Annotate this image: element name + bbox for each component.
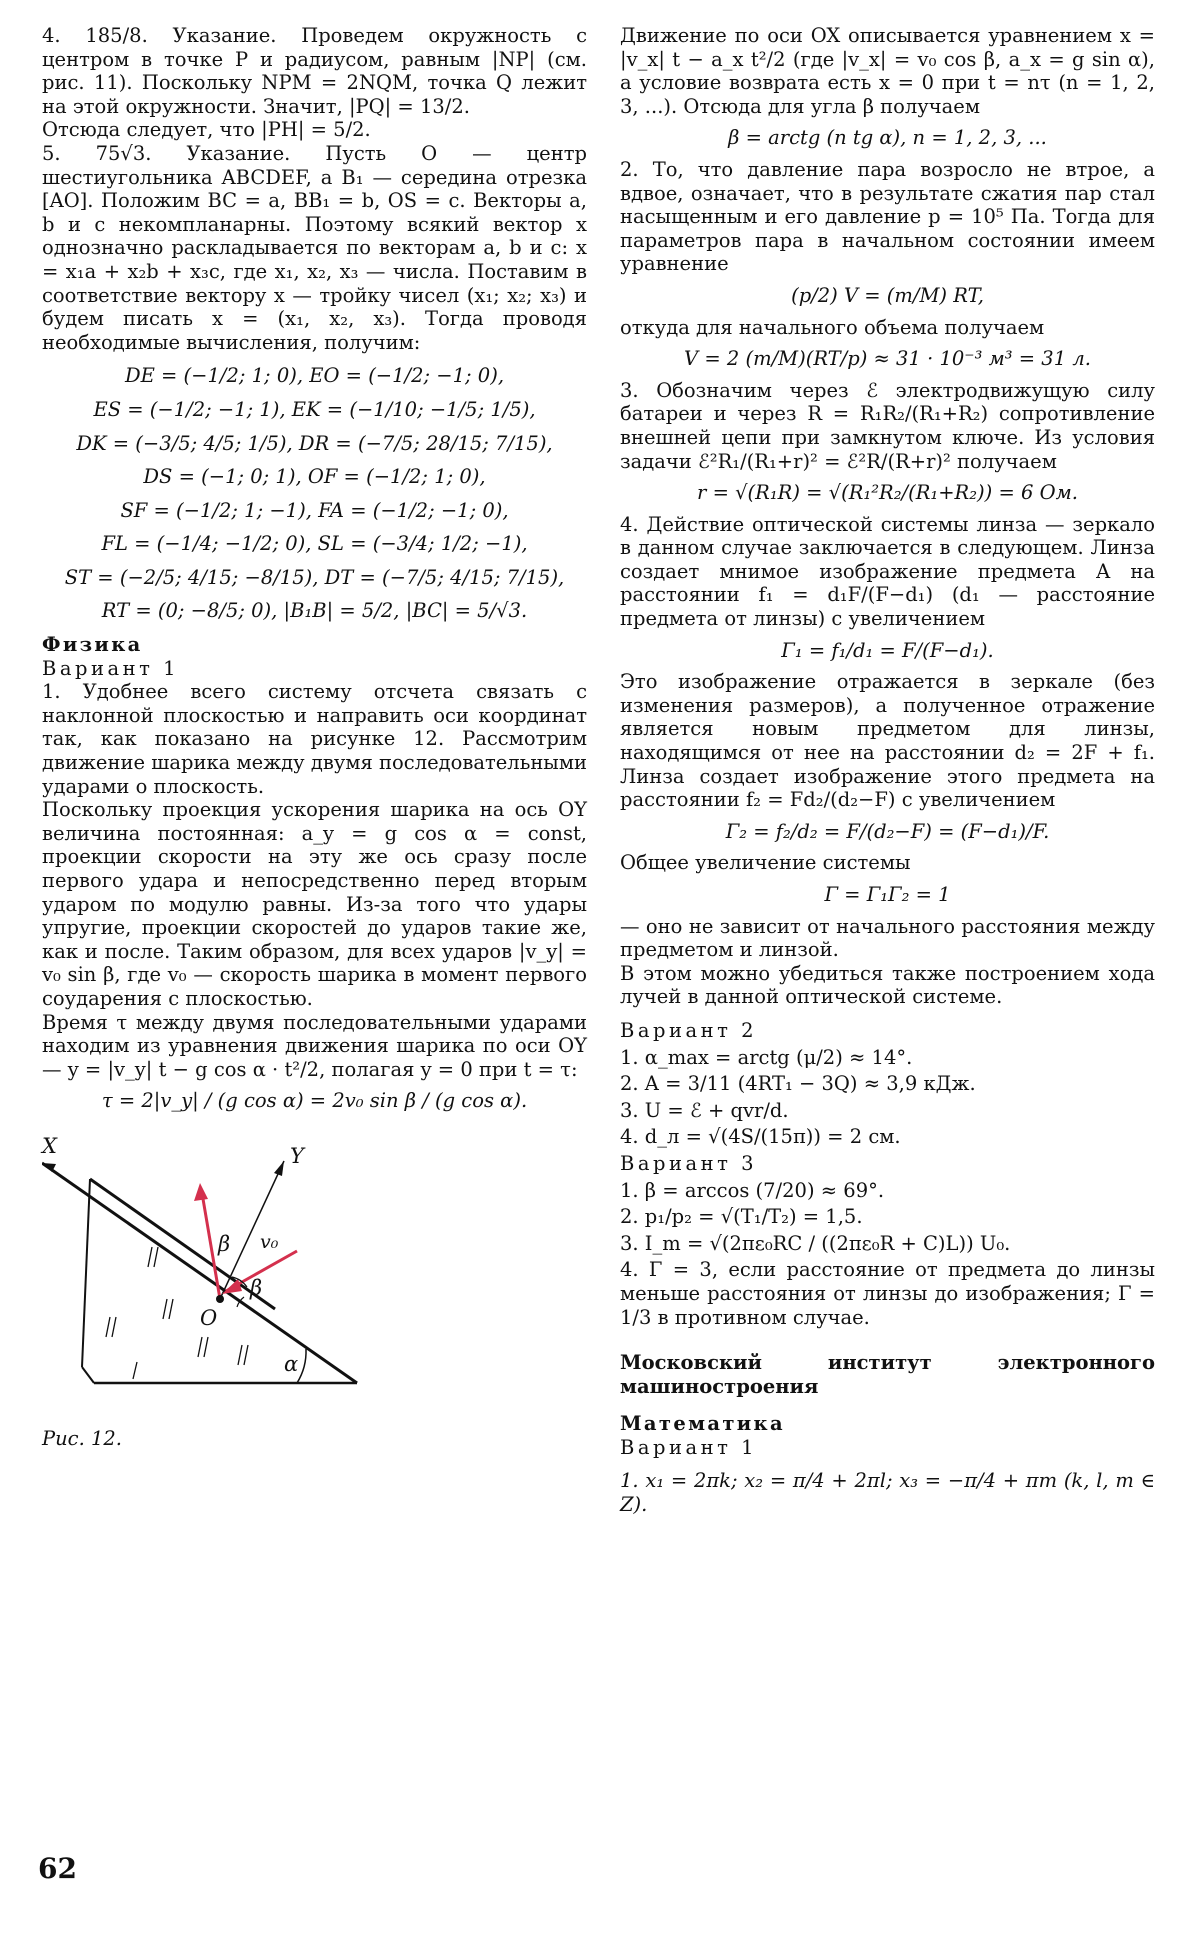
mirror-text: Это изображение отражается в зеркале (без изменения размеров), а полученное отражение является новым предметом для линзы, находящимся от нее на расстоянии d₂ = 2F + f₁. Линза создает изображение этого предмета на расстоянии f₂ = Fd₂/(d₂−F) с увеличением <box>620 670 1155 812</box>
vector-line: DK = (−3/5; 4/5; 1/5), DR = (−7/5; 28/15; 7/15), <box>76 431 553 455</box>
physics-problem-1-cont: Поскольку проекция ускорения шарика на ось OY величина постоянная: a_y = g cos α = const, проекции скорости на эту же ось сразу после первого удара и непосредственно перед вторым ударом по модулю равны. Из-за того что удары упругие, проекции скоростей до ударов такие же, как и после. Таким образом, для всех ударов |v_y| = v₀ sin β, где v₀ — скорость шарика в момент первого соударения с плоскостью. <box>42 798 587 1010</box>
variant-3-answers <box>620 1152 1155 1329</box>
physics-problem-1: 1. Удобнее всего систему отсчета связать с наклонной плоскостью и направить оси координат так, как показано на рисунке 12. Рассмотрим движение шарика между двумя последовательными ударами о плоскость. <box>42 680 587 798</box>
inclined-plane-diagram <box>42 1127 572 1427</box>
physics-problem-3: 3. Обозначим через ℰ электродвижущую силу батареи и через R = R₁R₂/(R₁+R₂) сопротивление внешней цепи при замкнутом ключе. Из условия задачи ℰ²R₁/(R₁+r)² = ℰ²R/(R+r)² получаем <box>620 378 1155 473</box>
ox-motion: Движение по оси OX описывается уравнением x = |v_x| t − a_x t²/2 (где |v_x| = v₀ cos β, a_x = g sin α), а условие возврата есть x = 0 при t = nτ (n = 1, 2, 3, ...). Отсюда для угла β получаем <box>620 24 1155 118</box>
gamma-formula: Γ = Γ₁Γ₂ = 1 <box>824 883 951 906</box>
variant-2-answers <box>620 1019 1155 1149</box>
answer-item: 3. I_m = √(2πε₀RC / ((2πε₀R + C)L)) U₀. <box>620 1231 1011 1255</box>
problem-4-result: Отсюда следует, что |PH| = 5/2. <box>42 118 371 142</box>
vector-line: FL = (−1/4; −1/2; 0), SL = (−3/4; 1/2; −1), <box>101 532 528 556</box>
answer-item: 2. p₁/p₂ = √(T₁/T₂) = 1,5. <box>620 1205 863 1229</box>
beta-formula: β = arctg (n tg α), n = 1, 2, 3, ... <box>728 126 1047 150</box>
institute-heading: Московский институт электронного машиностроения <box>620 1351 1155 1398</box>
alpha-arc <box>297 1349 306 1383</box>
vector-line: RT = (0; −8/5; 0), |B₁B| = 5/2, |BC| = 5/√3. <box>101 599 528 623</box>
surface-hatching <box>106 1247 248 1379</box>
total-magnification-text: Общее увеличение системы <box>620 851 911 875</box>
math-variant-1-heading: Вариант 1 <box>620 1435 758 1459</box>
vector-list <box>42 364 587 623</box>
math-heading: Математика <box>620 1412 785 1436</box>
answer-item: 4. d_л = √(4S/(15π)) = 2 см. <box>620 1125 901 1149</box>
problem-5: 5. 75√3. Указание. Пусть O — центр шестиугольника ABCDEF, а B₁ — середина отрезка [AO]. Положим BC = a, BB₁ = b, OS = c. Векторы a, b и c некомпланарны. Поэтому всякий вектор x однозначно раскладывается по векторам a, b и c: x = x₁a + x₂b + x₃c, где x₁, x₂, x₃ — числа. Поставим в соответствие вектору x — тройку чисел (x₁; x₂; x₃) и будем писать x = (x₁, x₂, x₃). Тогда проводя необходимые вычисления, получим: <box>42 141 587 354</box>
variant-2-heading: Вариант 2 <box>620 1018 758 1042</box>
problem-4: 4. 185/8. Указание. Проведем окружность с центром в точке P и радиусом, равным |NP| (см. рис. 11). Поскольку NPM = 2NQM, точка Q лежит на этой окружности. Значит, |PQ| = 13/2. <box>42 24 587 118</box>
physics-heading: Физика <box>42 633 143 657</box>
answer-item: 1. β = arccos (7/20) ≈ 69°. <box>620 1178 885 1202</box>
point-o <box>216 1295 224 1303</box>
label-alpha: α <box>284 1351 299 1376</box>
vector-line: DS = (−1; 0; 1), OF = (−1/2; 1; 0), <box>143 465 486 489</box>
figure-12 <box>42 1127 572 1427</box>
answer-item: 4. Γ = 3, если расстояние от предмета до линзы меньше расстояния от линзы до изображения; Γ = 1/3 в противном случае. <box>620 1258 1155 1329</box>
label-beta-1: β <box>218 1231 231 1256</box>
physics-problem-1-time: Время τ между двумя последовательными ударами находим из уравнения движения шарика по оси OY — y = |v_y| t − g cos α · t²/2, полагая y = 0 при t = τ: <box>42 1010 587 1081</box>
label-o: O <box>200 1305 218 1330</box>
answer-item: 3. U = ℰ + qvr/d. <box>620 1098 789 1122</box>
gamma2-formula: Γ₂ = f₂/d₂ = F/(d₂−F) = (F−d₁)/F. <box>725 819 1050 843</box>
left-column <box>42 24 587 1451</box>
ray-tracing-text: В этом можно убедиться также построением хода лучей в данной оптической системе. <box>620 961 1155 1009</box>
label-beta-2: β <box>250 1275 263 1300</box>
label-x: X <box>42 1133 57 1158</box>
variant-1-heading: Вариант 1 <box>42 656 180 680</box>
label-v0: v₀ <box>260 1230 279 1253</box>
resistance-formula: r = √(R₁R) = √(R₁²R₂/(R₁+R₂)) = 6 Ом. <box>697 481 1078 505</box>
vector-line: ST = (−2/5; 4/15; −8/15), DT = (−7/5; 4/15; 7/15), <box>64 565 565 589</box>
answer-item: 2. A = 3/11 (4RT₁ − 3Q) ≈ 3,9 кДж. <box>620 1072 976 1096</box>
volume-formula: V = 2 (m/M)(RT/p) ≈ 31 · 10⁻³ м³ = 31 л. <box>684 347 1091 371</box>
vector-line: DE = (−1/2; 1; 0), EO = (−1/2; −1; 0), <box>124 364 505 388</box>
variant-3-heading: Вариант 3 <box>620 1151 758 1175</box>
gas-equation: (p/2) V = (m/M) RT, <box>791 283 984 307</box>
figure-caption: Рис. 12. <box>42 1426 123 1450</box>
gamma1-formula: Γ₁ = f₁/d₁ = F/(F−d₁). <box>781 638 994 662</box>
label-y: Y <box>290 1143 304 1168</box>
physics-problem-2: 2. То, что давление пара возросло не втрое, а вдвое, означает, что в результате сжатия пар стал насыщенным и его давление p = 10⁵ Па. Тогда для параметров пара в начальном состоянии имеем уравнение <box>620 157 1155 276</box>
right-column <box>620 24 1155 1517</box>
tau-formula: τ = 2|v_y| / (g cos α) = 2v₀ sin β / (g cos α). <box>101 1089 528 1113</box>
independence-text: — оно не зависит от начального расстояния между предметом и линзой. <box>620 914 1155 962</box>
math-answer-1: 1. x₁ = 2πk; x₂ = π/4 + 2πl; x₃ = −π/4 + πm (k, l, m ∈ Z). <box>620 1469 1155 1517</box>
page-number: 62 <box>38 1852 77 1885</box>
physics-problem-4: 4. Действие оптической системы линза — зеркало в данном случае заключается в следующем. Линза создает мнимое изображение предмета A на расстоянии f₁ = d₁F/(F−d₁) (d₁ — расстояние предмета от линзы) с увеличением <box>620 512 1155 631</box>
volume-intro: откуда для начального объема получаем <box>620 315 1045 339</box>
vector-line: SF = (−1/2; 1; −1), FA = (−1/2; −1; 0), <box>120 498 509 522</box>
answer-item: 1. α_max = arctg (μ/2) ≈ 14°. <box>620 1045 913 1069</box>
vector-line: ES = (−1/2; −1; 1), EK = (−1/10; −1/5; 1/5), <box>93 397 536 421</box>
